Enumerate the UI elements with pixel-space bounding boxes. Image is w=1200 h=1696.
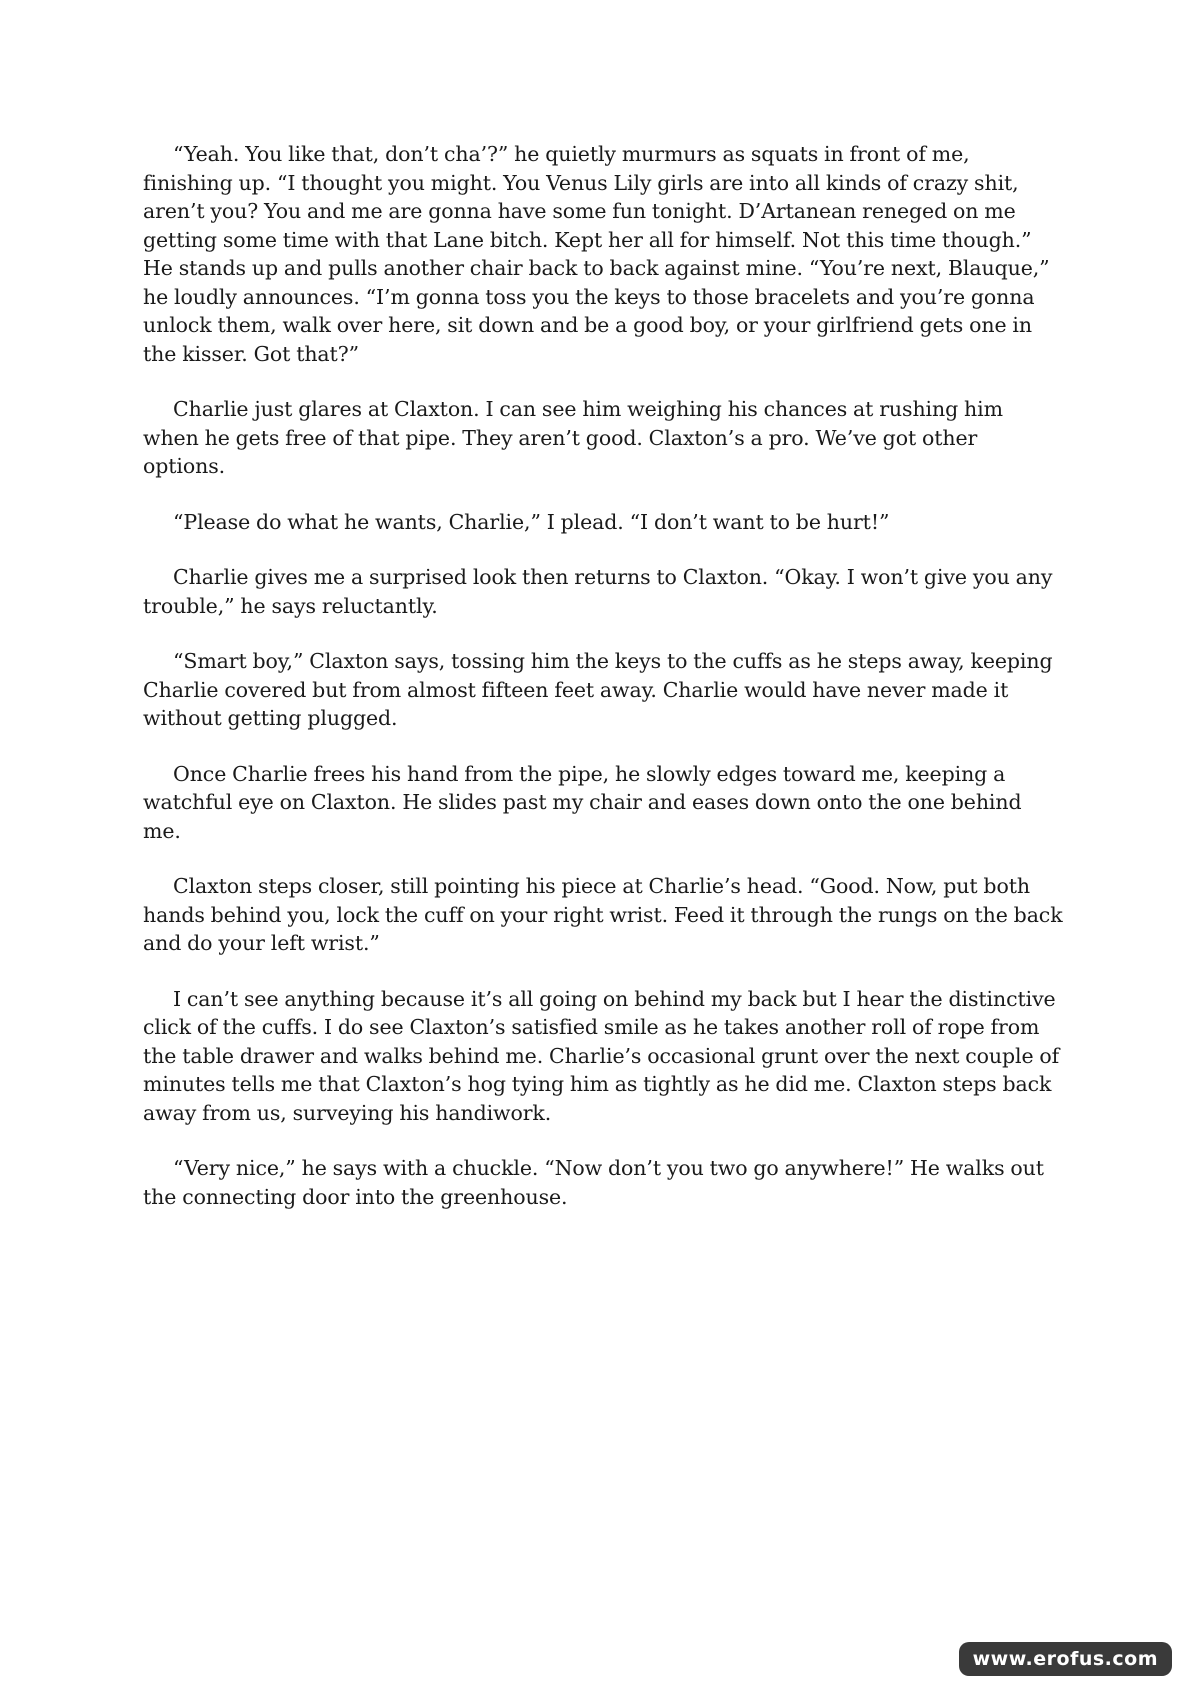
paragraph-7: Claxton steps closer, still pointing his piece at Charlie’s head. “Good. Now, put both hands behind you, lock the cuff on your right wrist. Feed it through the rungs on the back and do your left wrist.” [143, 874, 1063, 955]
paragraph-4: Charlie gives me a surprised look then returns to Claxton. “Okay. I won’t give you any trouble,” he says reluctantly. [143, 565, 1053, 618]
paragraph-1: “Yeah. You like that, don’t cha’?” he quietly murmurs as squats in front of me, finishing up. “I thought you might. You Venus Lily girls are into all kinds of crazy shit, aren’t you? You and me are gonna have some fun tonight. D’Artanean reneged on me getting some time with that Lane bitch. Kept her all for himself. Not this time though.” He stands up and pulls another chair back to back against mine. “You’re next, Blauque,” he loudly announces. “I’m gonna toss you the keys to those bracelets and you’re gonna unlock them, walk over here, sit down and be a good boy, or your girlfriend gets one in the kisser. Got that?” [143, 142, 1050, 366]
paragraph-6: Once Charlie frees his hand from the pipe, he slowly edges toward me, keeping a watchful eye on Claxton. He slides past my chair and eases down onto the one behind me. [143, 761, 1022, 843]
paragraph-9: “Very nice,” he says with a chuckle. “Now don’t you two go anywhere!” He walks out the connecting door into the greenhouse. [143, 1156, 1044, 1209]
site-watermark [959, 1642, 1172, 1676]
paragraph-5: “Smart boy,” Claxton says, tossing him the keys to the cuffs as he steps away, keeping Charlie covered but from almost fifteen feet away. Charlie would have never made it without getting plugged. [143, 649, 1053, 730]
page-body [143, 140, 1063, 1238]
watermark-text: www.erofus.com [972, 1648, 1158, 1670]
paragraph-2: Charlie just glares at Claxton. I can see him weighing his chances at rushing him when he gets free of that pipe. They aren’t good. Claxton’s a pro. We’ve got other options. [143, 397, 1003, 478]
paragraph-3: “Please do what he wants, Charlie,” I plead. “I don’t want to be hurt!” [173, 509, 890, 534]
paragraph-8: I can’t see anything because it’s all going on behind my back but I hear the distinctive click of the cuffs. I do see Claxton’s satisfied smile as he takes another roll of rope from the table drawer and walks behind me. Charlie’s occasional grunt over the next couple of minutes tells me that Claxton’s hog tying him as tightly as he did me. Claxton steps back away from us, surveying his handiwork. [143, 986, 1060, 1125]
